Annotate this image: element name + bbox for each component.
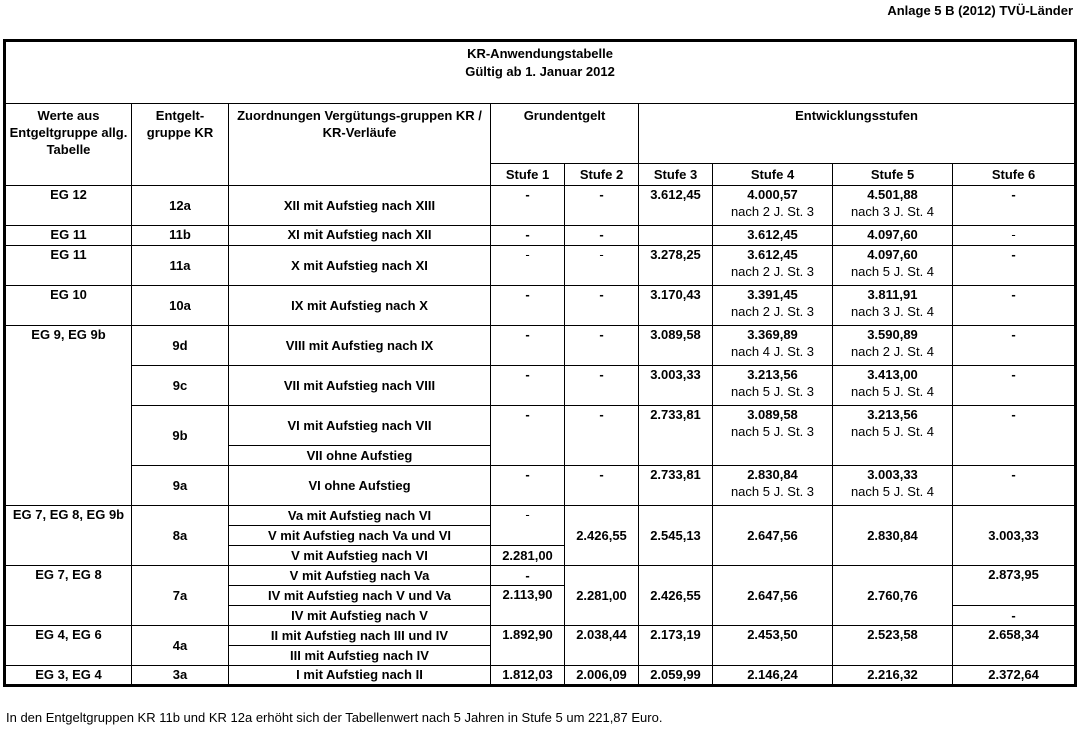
table-row (5, 566, 1076, 586)
zuordnung-cell: VII ohne Aufstieg (229, 446, 491, 466)
stufe5-cell: 2.760,76 (833, 566, 953, 626)
zuordnung-cell: III mit Aufstieg nach IV (229, 646, 491, 666)
kr-cell: 12a (132, 186, 229, 226)
col-header-stufe-5: Stufe 5 (833, 164, 953, 186)
stufe4-cell: 2.146,24 (713, 666, 833, 686)
stufe4-value: 3.612,45 (747, 247, 798, 262)
stufe6-cell: - (953, 366, 1076, 406)
zuordnung-cell: IV mit Aufstieg nach V und Va (229, 586, 491, 606)
stufe6-cell: 2.873,95 (953, 566, 1076, 606)
stufe4-note: nach 2 J. St. 3 (730, 204, 815, 219)
stufe4-cell: 2.647,56 (713, 566, 833, 626)
stufe5-value: 3.003,33 (867, 467, 918, 482)
zuordnung-cell: X mit Aufstieg nach XI (229, 246, 491, 286)
stufe3-cell: 2.733,81 (639, 406, 713, 466)
stufe1-cell: - (491, 366, 565, 406)
stufe5-note: nach 5 J. St. 4 (850, 384, 935, 399)
stufe3-cell: 2.545,13 (639, 506, 713, 566)
stufe3-cell: 2.733,81 (639, 466, 713, 506)
stufe4-cell (713, 246, 833, 286)
stufe1-cell: - (491, 326, 565, 366)
stufe3-cell: 2.426,55 (639, 566, 713, 626)
col-header-stufe-4: Stufe 4 (713, 164, 833, 186)
stufe6-cell: - (953, 606, 1076, 626)
stufe5-note: nach 3 J. St. 4 (850, 204, 935, 219)
footnote: In den Entgeltgruppen KR 11b und KR 12a erhöht sich der Tabellenwert nach 5 Jahren in Stufe 5 um 221,87 Euro. (6, 710, 663, 725)
zuordnung-cell: IX mit Aufstieg nach X (229, 286, 491, 326)
stufe2-cell: - (565, 466, 639, 506)
col-header-entgelt: Entgelt-gruppe KR (132, 104, 229, 186)
zuordnung-cell: V mit Aufstieg nach Va (229, 566, 491, 586)
stufe5-cell: 4.097,60 (833, 226, 953, 246)
stufe5-note: nach 2 J. St. 4 (850, 344, 935, 359)
stufe2-cell: 2.426,55 (565, 506, 639, 566)
eg-cell: EG 12 (5, 186, 132, 226)
zuordnung-cell: XII mit Aufstieg nach XIII (229, 186, 491, 226)
kr-cell: 9b (132, 406, 229, 466)
kr-cell: 3a (132, 666, 229, 686)
stufe5-cell: 2.523,58 (833, 626, 953, 666)
stufe3-cell: 2.059,99 (639, 666, 713, 686)
table-title-cell (5, 41, 1076, 104)
stufe1-cell: - (491, 286, 565, 326)
stufe4-cell: 2.647,56 (713, 506, 833, 566)
table-row (5, 466, 1076, 506)
eg-cell: EG 7, EG 8 (5, 566, 132, 626)
stufe2-cell: - (565, 326, 639, 366)
eg-cell: EG 11 (5, 226, 132, 246)
kr-cell: 4a (132, 626, 229, 666)
stufe4-cell (713, 406, 833, 466)
stufe5-cell (833, 286, 953, 326)
stufe2-cell: - (565, 246, 639, 286)
table-row (5, 246, 1076, 286)
eg-cell: EG 10 (5, 286, 132, 326)
stufe6-cell: 3.003,33 (953, 506, 1076, 566)
stufe2-cell: 2.006,09 (565, 666, 639, 686)
stufe5-value: 4.501,88 (867, 187, 918, 202)
table-row (5, 366, 1076, 406)
table-row (5, 626, 1076, 646)
col-header-stufe-1: Stufe 1 (491, 164, 565, 186)
stufe1-cell: 2.281,00 (491, 546, 565, 566)
zuordnung-cell: VII mit Aufstieg nach VIII (229, 366, 491, 406)
stufe4-cell: 3.612,45 (713, 226, 833, 246)
stufe2-cell: - (565, 286, 639, 326)
stufe1-cell: - (491, 226, 565, 246)
stufe5-cell (833, 246, 953, 286)
stufe6-cell: - (953, 286, 1076, 326)
stufe4-cell (713, 186, 833, 226)
eg-cell: EG 4, EG 6 (5, 626, 132, 666)
zuordnung-cell: Va mit Aufstieg nach VI (229, 506, 491, 526)
stufe5-value: 3.413,00 (867, 367, 918, 382)
stufe4-note: nach 5 J. St. 3 (730, 484, 815, 499)
stufe5-value: 3.590,89 (867, 327, 918, 342)
col-header-stufe-2: Stufe 2 (565, 164, 639, 186)
stufe5-value: 4.097,60 (867, 247, 918, 262)
stufe2-cell: - (565, 366, 639, 406)
stufe5-note: nach 5 J. St. 4 (850, 484, 935, 499)
stufe5-note: nach 5 J. St. 4 (850, 424, 935, 439)
stufe4-cell (713, 466, 833, 506)
table-row (5, 226, 1076, 246)
stufe6-cell: - (953, 406, 1076, 466)
stufe5-cell: 2.830,84 (833, 506, 953, 566)
zuordnung-cell: XI mit Aufstieg nach XII (229, 226, 491, 246)
kr-application-table (3, 39, 1077, 687)
kr-cell: 8a (132, 506, 229, 566)
stufe4-note: nach 4 J. St. 3 (730, 344, 815, 359)
stufe5-cell (833, 326, 953, 366)
zuordnung-cell: VI mit Aufstieg nach VII (229, 406, 491, 446)
kr-cell: 11a (132, 246, 229, 286)
stufe6-cell: - (953, 246, 1076, 286)
zuordnung-cell: II mit Aufstieg nach III und IV (229, 626, 491, 646)
table-row (5, 666, 1076, 686)
stufe6-cell: - (953, 466, 1076, 506)
stufe4-value: 3.089,58 (747, 407, 798, 422)
stufe3-cell: 2.173,19 (639, 626, 713, 666)
col-header-zuordnung: Zuordnungen Vergütungs-gruppen KR / KR-Verläufe (229, 104, 491, 186)
stufe5-note: nach 3 J. St. 4 (850, 304, 935, 319)
stufe4-value: 4.000,57 (747, 187, 798, 202)
col-header-werte: Werte aus Entgeltgruppe allg. Tabelle (5, 104, 132, 186)
stufe1-cell: - (491, 466, 565, 506)
col-header-stufe-3: Stufe 3 (639, 164, 713, 186)
zuordnung-cell: I mit Aufstieg nach II (229, 666, 491, 686)
table-row (5, 326, 1076, 366)
stufe4-cell (713, 366, 833, 406)
stufe6-cell: 2.658,34 (953, 626, 1076, 666)
stufe3-cell: 3.003,33 (639, 366, 713, 406)
stufe3-cell: 3.278,25 (639, 246, 713, 286)
stufe6-cell: - (953, 226, 1076, 246)
table-row (5, 186, 1076, 226)
stufe5-cell: 2.216,32 (833, 666, 953, 686)
eg-cell: EG 3, EG 4 (5, 666, 132, 686)
stufe3-cell: 3.089,58 (639, 326, 713, 366)
stufe5-cell (833, 466, 953, 506)
zuordnung-cell: V mit Aufstieg nach Va und VI (229, 526, 491, 546)
stufe5-cell (833, 406, 953, 466)
table-row (5, 506, 1076, 526)
stufe1-cell: 1.892,90 (491, 626, 565, 666)
col-header-stufe-6: Stufe 6 (953, 164, 1076, 186)
kr-cell: 10a (132, 286, 229, 326)
col-header-entwicklungsstufen: Entwicklungsstufen (639, 104, 1076, 164)
eg-cell: EG 9, EG 9b (5, 326, 132, 506)
stufe4-cell: 2.453,50 (713, 626, 833, 666)
stufe5-value: 3.213,56 (867, 407, 918, 422)
stufe4-value: 3.391,45 (747, 287, 798, 302)
stufe4-cell (713, 326, 833, 366)
table-title: KR-Anwendungstabelle (467, 46, 613, 61)
kr-cell: 11b (132, 226, 229, 246)
stufe6-cell: - (953, 326, 1076, 366)
stufe5-value: 3.811,91 (867, 287, 918, 302)
stufe2-cell: - (565, 406, 639, 466)
col-header-grundentgelt: Grundentgelt (491, 104, 639, 164)
stufe2-cell: - (565, 226, 639, 246)
stufe1-cell: - (491, 506, 565, 546)
stufe5-cell (833, 366, 953, 406)
stufe1-cell: - (491, 566, 565, 586)
document-header-note: Anlage 5 B (2012) TVÜ-Länder (887, 3, 1073, 18)
kr-cell: 9d (132, 326, 229, 366)
stufe1-cell: - (491, 406, 565, 466)
table-subtitle: Gültig ab 1. Januar 2012 (465, 64, 615, 79)
zuordnung-cell: VI ohne Aufstieg (229, 466, 491, 506)
table-row (5, 286, 1076, 326)
zuordnung-cell: IV mit Aufstieg nach V (229, 606, 491, 626)
eg-cell: EG 7, EG 8, EG 9b (5, 506, 132, 566)
stufe4-note: nach 5 J. St. 3 (730, 424, 815, 439)
stufe5-cell (833, 186, 953, 226)
stufe3-cell: 3.170,43 (639, 286, 713, 326)
table-row (5, 406, 1076, 446)
stufe3-cell: 3.612,45 (639, 186, 713, 226)
kr-cell: 9c (132, 366, 229, 406)
kr-cell: 9a (132, 466, 229, 506)
zuordnung-cell: VIII mit Aufstieg nach IX (229, 326, 491, 366)
stufe2-cell: - (565, 186, 639, 226)
stufe1-cell: - (491, 246, 565, 286)
stufe6-cell: - (953, 186, 1076, 226)
stufe1-cell: 1.812,03 (491, 666, 565, 686)
stufe6-cell: 2.372,64 (953, 666, 1076, 686)
stufe3-cell (639, 226, 713, 246)
stufe4-cell (713, 286, 833, 326)
stufe5-note: nach 5 J. St. 4 (850, 264, 935, 279)
kr-cell: 7a (132, 566, 229, 626)
eg-cell: EG 11 (5, 246, 132, 286)
stufe4-note: nach 5 J. St. 3 (730, 384, 815, 399)
stufe2-cell: 2.038,44 (565, 626, 639, 666)
stufe4-note: nach 2 J. St. 3 (730, 304, 815, 319)
zuordnung-cell: V mit Aufstieg nach VI (229, 546, 491, 566)
stufe4-value: 2.830,84 (747, 467, 798, 482)
stufe4-value: 3.369,89 (747, 327, 798, 342)
stufe1-cell: - (491, 186, 565, 226)
stufe4-value: 3.213,56 (747, 367, 798, 382)
stufe1-cell: 2.113,90 (491, 586, 565, 626)
stufe2-cell: 2.281,00 (565, 566, 639, 626)
stufe4-note: nach 2 J. St. 3 (730, 264, 815, 279)
